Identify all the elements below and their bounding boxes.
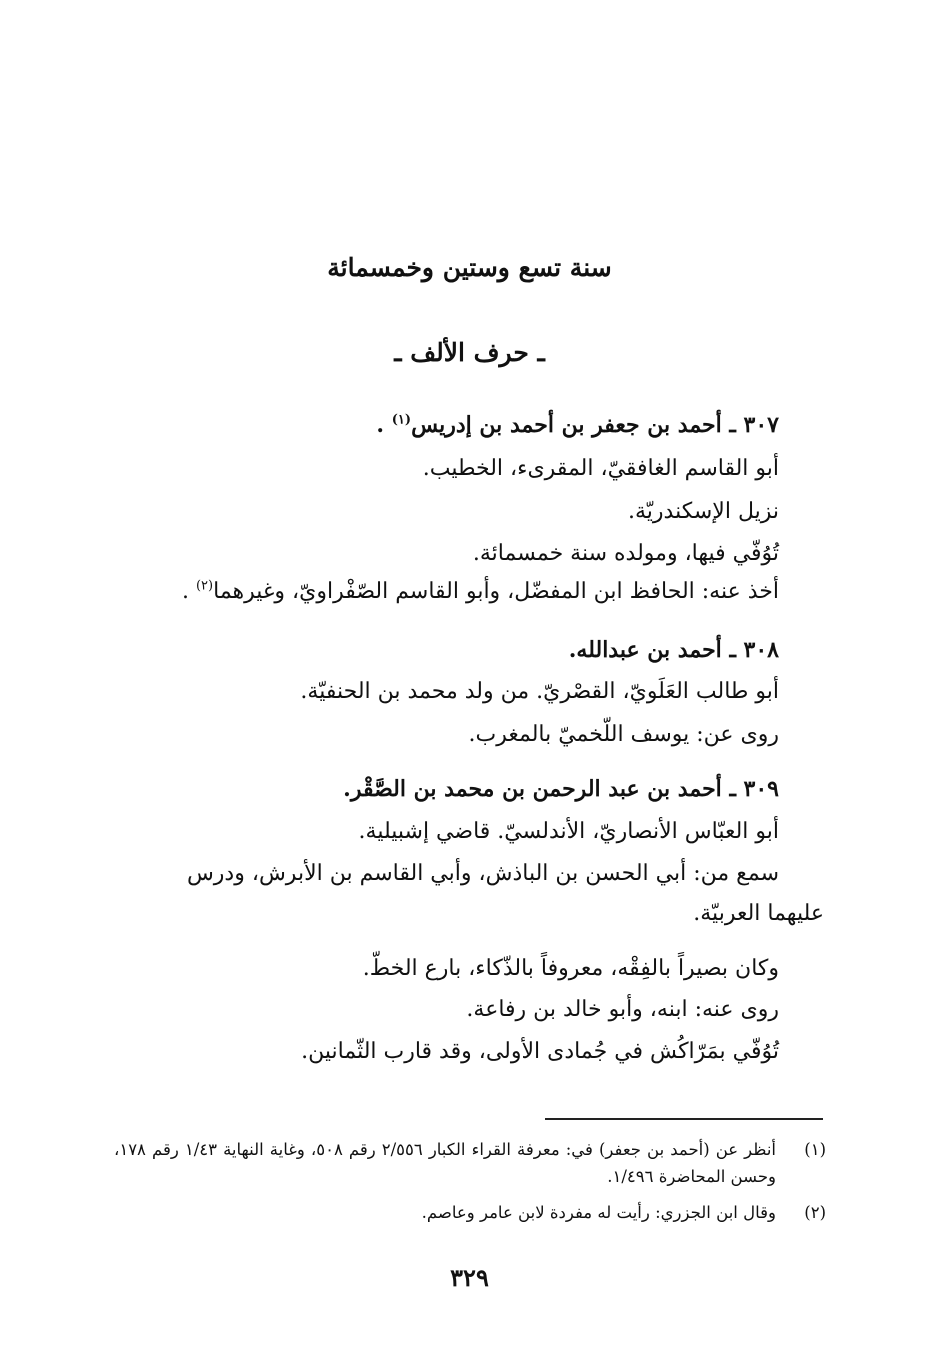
entry-307-line-4-end: . [181, 579, 189, 604]
footnote-1-number: (١) [804, 1140, 826, 1159]
entry-308-line-2: روى عن: يوسف اللّخميّ بالمغرب. [468, 722, 779, 747]
footnote-separator [545, 1118, 823, 1120]
entry-307-title-text: ٣٠٧ ـ أحمد بن جعفر بن أحمد بن إدريس [411, 412, 779, 438]
entry-308-line-1: أبو طالب العَلَويّ، القصْريّ. من ولد محمد بن الحنفيّة. [300, 679, 779, 704]
footnote-2 [114, 1199, 824, 1226]
footnote-1 [114, 1136, 824, 1190]
entry-309-line-2: سمع من: أبي الحسن بن الباذش، وأبي القاسم بن الأبرش، ودرس [186, 861, 779, 886]
entry-309-line-3: عليهما العربيّة. [693, 901, 824, 926]
entry-307-line-1: أبو القاسم الغافقيّ، المقرىء، الخطيب. [422, 456, 779, 481]
entry-309-title: ٣٠٩ ـ أحمد بن عبد الرحمن بن محمد بن الصَّقْر. [343, 776, 779, 802]
entry-309-line-5: روى عنه: ابنه، وأبو خالد بن رفاعة. [466, 997, 779, 1022]
entry-309-line-1: أبو العبّاس الأنصاريّ، الأندلسيّ. قاضي إشبيلية. [358, 819, 779, 844]
entry-307-line-2: نزيل الإسكندريّة. [627, 499, 779, 524]
page-number: ٣٢٩ [450, 1263, 489, 1292]
entry-307-title-end: . [376, 412, 385, 438]
section-heading: ـ حرف الألف ـ [394, 338, 545, 367]
year-heading: سنة تسع وستين وخمسمائة [327, 253, 612, 282]
entry-309-line-6: تُوُفّي بمَرّاكُش في جُمادى الأولى، وقد قارب الثّمانين. [301, 1039, 779, 1064]
entry-307-title [376, 408, 779, 442]
footnote-2-number: (٢) [804, 1203, 826, 1222]
entry-309-line-4: وكان بصيراً بالفِقْه، معروفاً بالذّكاء، بارع الخطّ. [362, 956, 779, 981]
entry-307-line-4 [182, 575, 779, 609]
footnote-2-text: وقال ابن الجزري: رأيت له مفردة لابن عامر وعاصم. [421, 1203, 776, 1222]
footnote-ref-1: (١) [391, 412, 412, 428]
footnote-ref-2: (٢) [195, 578, 214, 594]
entry-307-line-4-text: أخذ عنه: الحافظ ابن المفضّل، وأبو القاسم الصّفْراويّ، وغيرهما [213, 579, 779, 604]
entry-307-line-3: تُوُفّي فيها، ومولده سنة خمسمائة. [472, 541, 779, 566]
entry-308-title: ٣٠٨ ـ أحمد بن عبدالله. [568, 637, 779, 663]
footnote-1-text: أنظر عن (أحمد بن جعفر) في: معرفة القراء الكبار ٢/٥٥٦ رقم ٥٠٨، وغاية النهاية ١/٤٣ رقم ١٧٨، وحسن المحاضرة ١/٤٩٦. [114, 1140, 776, 1186]
